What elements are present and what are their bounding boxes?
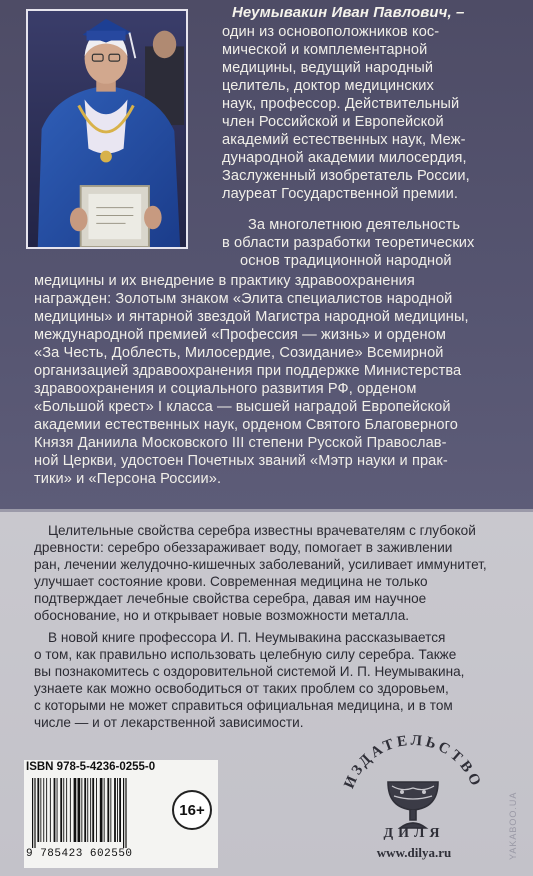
bio-line: организацией здравоохранения при поддержке Министерства: [34, 363, 462, 379]
bio-line: Князя Даниила Московского III степени Русской Православ-: [34, 435, 447, 451]
bio-line: медицины и их внедрение в практику здравоохранения: [34, 273, 415, 289]
bio-line: медицины, ведущий народный: [222, 60, 434, 76]
bio-line: академии естественных наук, орденом Святого Благоверного: [34, 417, 458, 433]
age-rating-badge: 16+: [172, 790, 212, 830]
bio-line: целитель, доктор медицинских: [222, 78, 434, 94]
publisher-arc-text: ИЗДАТЕЛЬСТВО: [341, 732, 485, 791]
desc-line: вы познакомитесь с оздоровительной системой И. П. Неумывакина,: [34, 664, 465, 679]
desc-line: с которыми не может справиться официальная медицина, и в том: [34, 698, 453, 713]
bio-line: тики» и «Персона России».: [34, 471, 222, 487]
bio-line: международной премией «Профессия — жизнь» и орденом: [34, 327, 446, 343]
desc-line: обоснование, но и открывает новые возможности металла.: [34, 608, 410, 623]
bio-line: один из основоположников кос-: [222, 24, 440, 40]
publisher-name: ДИЛЯ: [383, 826, 445, 841]
desc-line: улучшает состояние крови. Современная медицина не только: [34, 574, 428, 589]
barcode: [28, 778, 186, 848]
bio-line: в области разработки теоретических: [222, 235, 475, 251]
author-photo: [26, 9, 188, 249]
isbn-label: ISBN 978-5-4236-0255-0: [26, 761, 156, 773]
bio-line: наук, профессор. Действительный: [222, 96, 460, 112]
chalice-icon: [388, 782, 438, 828]
bio-line: здравоохранения и социального развития РФ, орденом: [34, 381, 417, 397]
bio-line: За многолетнюю деятельность: [248, 217, 461, 233]
author-name: Неумывакин Иван Павлович, –: [232, 4, 465, 21]
bio-line: академий естественных наук, Меж-: [222, 132, 466, 148]
bio-line: дународной академии милосердия,: [222, 150, 467, 166]
desc-line: В новой книге профессора И. П. Неумывакина рассказывается: [48, 630, 446, 645]
desc-line: подтверждает лечебные свойства серебра, давая им научное: [34, 591, 427, 606]
desc-line: ран, лечении желудочно-кишечных заболеваний, усиливает иммунитет,: [34, 557, 487, 572]
bio-line: «Большой крест» I класса — высшей наградой Европейской: [34, 399, 451, 415]
bio-line: мической и комплементарной: [222, 42, 428, 58]
bio-line: «За Честь, Доблесть, Милосердие, Созидание» Всемирной: [34, 345, 444, 361]
bio-line: награжден: Золотым знаком «Элита специалистов народной: [34, 291, 453, 307]
bio-line: ной Церкви, удостоен Почетных званий «Мэтр науки и прак-: [34, 453, 448, 469]
bio-line: лауреат Государственной премии.: [222, 186, 459, 202]
desc-line: числе — и от лекарственной зависимости.: [34, 715, 304, 730]
bio-line: член Российской и Европейской: [222, 114, 444, 130]
desc-line: древности: серебро обеззараживает воду, помогает в заживлении: [34, 540, 453, 555]
author-photo-image: [28, 11, 186, 247]
desc-line: Целительные свойства серебра известны врачевателям с глубокой: [48, 523, 476, 538]
bio-line: основ традиционной народной: [240, 253, 452, 269]
bio-line: Заслуженный изобретатель России,: [222, 168, 470, 184]
watermark-text: YAKABOO.UA: [508, 791, 518, 860]
desc-line: о том, как правильно использовать целебную силу серебра. Также: [34, 647, 457, 662]
barcode-number: 9 785423 602550: [26, 848, 133, 860]
desc-line: узнаете как можно освободиться от таких проблем со здоровьем,: [34, 681, 449, 696]
publisher-url: www.dilya.ru: [376, 845, 452, 860]
bio-line: медицины» и янтарной звездой Магистра народной медицины,: [34, 309, 469, 325]
